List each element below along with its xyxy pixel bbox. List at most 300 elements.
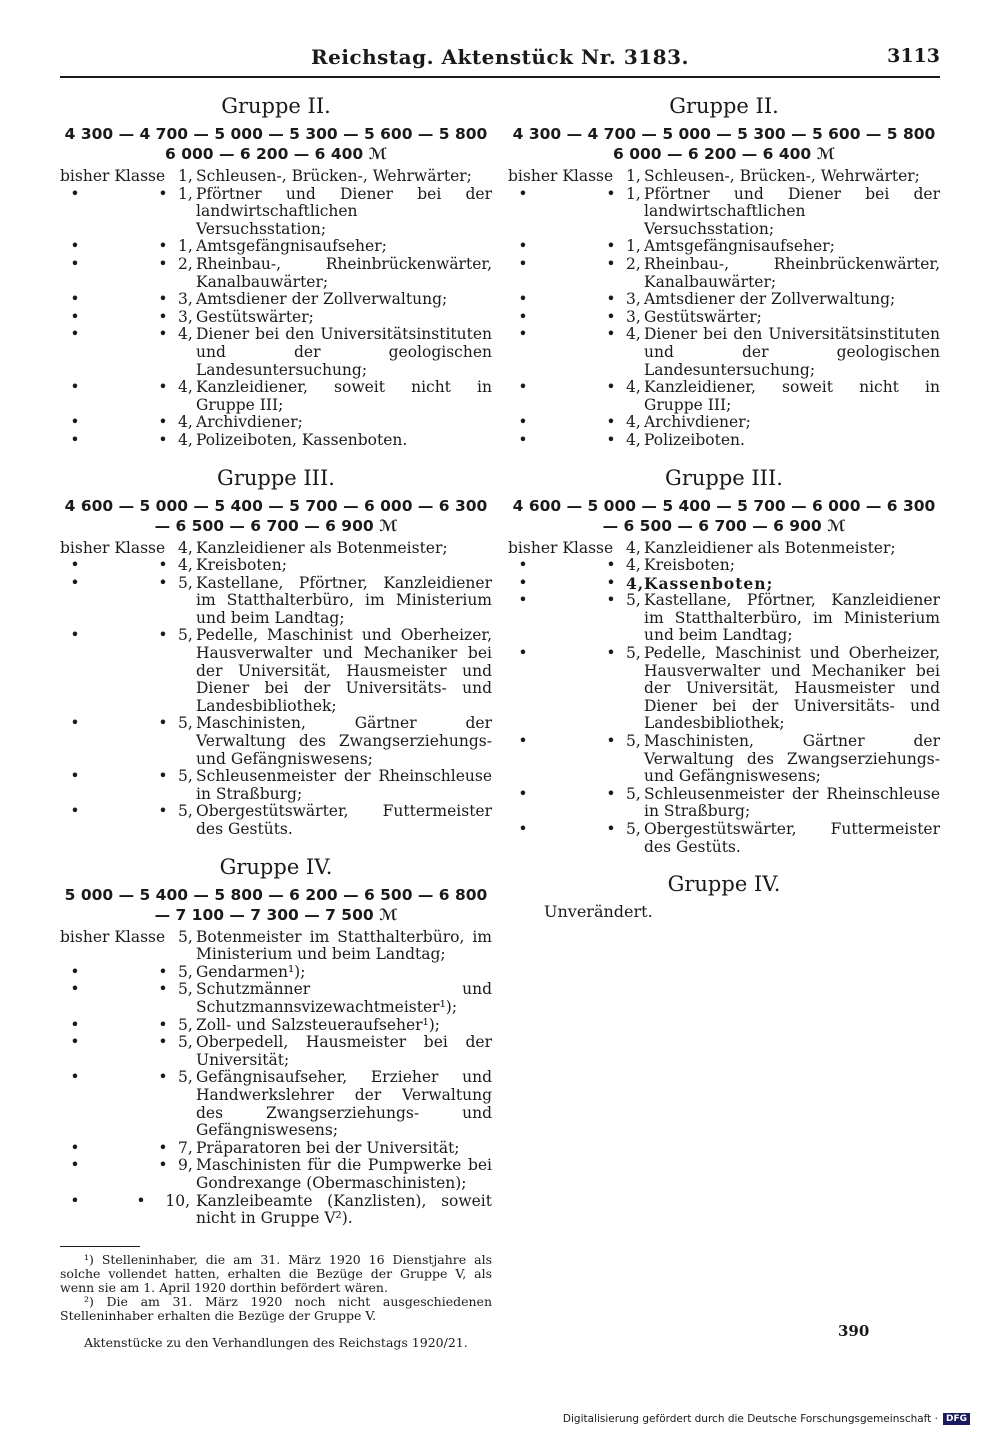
class-entry	[60, 1140, 492, 1158]
footnote: ²) Die am 31. März 1920 noch nicht ausgeschiedenen Stelleninhaber erhalten die Bezüge der Gruppe V.	[60, 1293, 492, 1323]
entry-prefix	[60, 309, 178, 327]
entry-prefix	[60, 1193, 156, 1228]
entry-prefix	[60, 803, 178, 838]
ditto-mark: •	[70, 1033, 80, 1052]
class-entry	[60, 1069, 492, 1139]
entry-prefix	[508, 256, 626, 291]
entry-text: Kanzleidiener, soweit nicht in Gruppe III;	[196, 378, 492, 414]
salary-line: 4 300 — 4 700 — 5 000 — 5 300 — 5 600 — 5 800	[512, 125, 936, 143]
page-header	[60, 45, 940, 75]
class-number: 1,	[178, 237, 193, 256]
class-entry	[508, 592, 940, 645]
entry-text: Kanzleibeamte (Kanzlisten), soweit nicht in Gruppe V²).	[196, 1191, 492, 1228]
class-number: 9,	[178, 1156, 193, 1175]
class-entry	[60, 1017, 492, 1035]
class-number: 4,	[178, 430, 193, 449]
group-section	[60, 855, 492, 1228]
class-number: 3,	[626, 290, 641, 309]
ditto-mark: •	[70, 767, 80, 786]
class-number: 2,	[626, 254, 641, 273]
class-number: 5,	[626, 732, 641, 751]
entry-text: Pförtner und Diener bei der landwirtschaftlichen Versuchsstation;	[644, 184, 940, 238]
dfg-logo: DFG	[943, 1413, 970, 1425]
class-number: 5,	[178, 767, 193, 786]
ditto-mark: •	[70, 430, 80, 449]
unchanged-note: Unverändert.	[544, 902, 653, 922]
entry-prefix	[60, 291, 178, 309]
ditto-mark: •	[70, 1191, 80, 1210]
ditto-mark: •	[70, 714, 80, 733]
ditto-mark: •	[518, 184, 528, 203]
salary-line: 4 300 — 4 700 — 5 000 — 5 300 — 5 600 — 5 800	[64, 125, 488, 143]
ditto-mark: •	[158, 378, 168, 397]
ditto-mark: •	[518, 573, 528, 592]
ditto-mark: •	[158, 254, 168, 273]
class-entry	[508, 326, 940, 379]
entry-text: Diener bei den Universitätsinstituten und der geologischen Landesuntersuchung;	[196, 325, 492, 379]
entry-prefix	[508, 432, 626, 450]
class-number: 4,	[178, 413, 193, 432]
salary-scale	[60, 124, 492, 164]
entry-text: Kanzleidiener als Botenmeister;	[644, 538, 896, 557]
class-number: 4,	[626, 378, 641, 397]
ditto-mark: •	[518, 325, 528, 344]
entry-prefix	[508, 540, 626, 558]
class-number: 5,	[626, 784, 641, 803]
class-number: 4,	[626, 556, 641, 575]
entry-text: Schleusen-, Brücken-, Wehrwärter;	[644, 167, 920, 185]
entry-prefix	[60, 575, 178, 628]
class-number: 4,	[178, 556, 193, 575]
entry-text: Gestütswärter;	[644, 307, 762, 326]
ditto-mark: •	[606, 430, 616, 449]
entry-prefix	[60, 627, 178, 715]
page-number: 3113	[887, 45, 940, 67]
ditto-mark: •	[606, 784, 616, 803]
salary-line: 6 000 — 6 200 — 6 400 ℳ	[165, 145, 387, 163]
class-entry	[60, 309, 492, 327]
entry-prefix	[508, 733, 626, 786]
class-entry	[60, 414, 492, 432]
entry-text: Pförtner und Diener bei der landwirtschaftlichen Versuchsstation;	[196, 184, 492, 238]
class-entry	[60, 291, 492, 309]
class-number: 4,	[178, 538, 193, 557]
class-entry	[60, 981, 492, 1016]
class-number: 5,	[178, 1033, 193, 1052]
ditto-mark: •	[158, 980, 168, 999]
group-title: Gruppe III.	[217, 465, 335, 490]
class-entry	[508, 786, 940, 821]
salary-line: — 7 100 — 7 300 — 7 500 ℳ	[154, 905, 398, 924]
class-entry	[60, 186, 492, 239]
class-number: 4,	[626, 573, 645, 593]
ditto-mark: •	[158, 184, 168, 203]
salary-line: — 6 500 — 6 700 — 6 900 ℳ	[154, 516, 398, 535]
class-number: 1,	[178, 184, 193, 203]
ditto-mark: •	[606, 378, 616, 397]
entry-text: Archivdiener;	[644, 413, 751, 432]
class-entry	[60, 715, 492, 768]
entry-text: Kastellane, Pförtner, Kanzleidiener im Statthalterbüro, im Ministerium und beim Landtag;	[196, 573, 492, 627]
entry-prefix	[508, 168, 626, 186]
ditto-mark: •	[158, 413, 168, 432]
entry-text: Diener bei den Universitätsinstituten und der geologischen Landesuntersuchung;	[644, 325, 940, 379]
ditto-mark: •	[606, 254, 616, 273]
class-number: 5,	[178, 714, 193, 733]
class-entry	[60, 540, 492, 558]
entry-prefix	[60, 326, 178, 379]
footnote-rule	[60, 1246, 140, 1247]
ditto-mark: •	[518, 290, 528, 309]
class-entry	[508, 186, 940, 239]
class-number: 1,	[178, 167, 193, 185]
ditto-mark: •	[606, 307, 616, 326]
entry-prefix	[60, 1034, 178, 1069]
class-number: 3,	[178, 307, 193, 326]
ditto-mark: •	[606, 573, 616, 592]
salary-line: 4 600 — 5 000 — 5 400 — 5 700 — 6 000 — 6 300	[64, 496, 488, 515]
entry-prefix	[508, 786, 626, 821]
ditto-mark: •	[70, 1015, 80, 1034]
entry-text: Kassenboten;	[644, 573, 774, 593]
ditto-mark: •	[70, 237, 80, 256]
entry-text: Rheinbau-, Rheinbrückenwärter, Kanalbauwärter;	[196, 254, 492, 291]
ditto-mark: •	[70, 573, 80, 592]
class-number: 5,	[178, 573, 193, 592]
ditto-mark: •	[158, 556, 168, 575]
entry-prefix	[60, 540, 178, 558]
entry-text: Gefängnisaufseher, Erzieher und Handwerkslehrer der Verwaltung des Zwangserziehungs- und Gefängniswesens;	[196, 1068, 492, 1140]
entry-text: Kreisboten;	[196, 556, 287, 575]
ditto-mark: •	[158, 430, 168, 449]
entry-text: Schutzmänner und Schutzmannsvizewachtmeister¹);	[196, 980, 492, 1016]
class-number: 4,	[626, 325, 641, 344]
ditto-mark: •	[70, 254, 80, 273]
class-entry	[60, 168, 492, 186]
class-number: 5,	[178, 1068, 193, 1087]
digitization-text: Digitalisierung gefördert durch die Deutsche Forschungsgemeinschaft ·	[562, 1413, 938, 1425]
ditto-mark: •	[136, 1191, 146, 1210]
salary-scale	[60, 885, 492, 925]
entry-prefix	[508, 557, 626, 575]
salary-line: 4 600 — 5 000 — 5 400 — 5 700 — 6 000 — 6 300	[512, 496, 936, 515]
entry-prefix	[60, 1017, 178, 1035]
entry-prefix	[60, 238, 178, 256]
entry-text: Schleusen-, Brücken-, Wehrwärter;	[196, 167, 472, 185]
class-entry	[508, 645, 940, 733]
class-entry	[60, 432, 492, 450]
class-number: 1,	[626, 184, 641, 203]
ditto-mark: •	[606, 820, 616, 838]
ditto-mark: •	[158, 767, 168, 786]
class-number: 10,	[165, 1191, 190, 1210]
entry-prefix	[508, 326, 626, 379]
ditto-mark: •	[606, 732, 616, 751]
salary-scale	[508, 496, 940, 536]
class-number: 5,	[626, 820, 641, 838]
class-entry	[508, 557, 940, 575]
ditto-mark: •	[70, 1138, 80, 1157]
class-entry	[508, 414, 940, 432]
entry-prefix	[60, 768, 178, 803]
entry-text: Botenmeister im Statthalterbüro, im Ministerium und beim Landtag;	[196, 927, 492, 964]
class-entry	[60, 1034, 492, 1069]
class-number: 4,	[626, 538, 641, 557]
salary-line: 5 000 — 5 400 — 5 800 — 6 200 — 6 500 — 6 800	[64, 885, 488, 904]
entry-prefix	[508, 414, 626, 432]
entry-prefix	[60, 432, 178, 450]
signature-number: 390	[838, 1322, 870, 1340]
group-title: Gruppe II.	[221, 94, 331, 118]
class-entry	[60, 238, 492, 256]
class-entry	[60, 326, 492, 379]
ditto-mark: •	[158, 714, 168, 733]
ditto-mark: •	[158, 237, 168, 256]
entry-text: Kanzleidiener als Botenmeister;	[196, 538, 448, 557]
entry-text: Kreisboten;	[644, 556, 735, 575]
entry-text: Amtsgefängnisaufseher;	[196, 237, 387, 256]
entry-prefix-text: bisher Klasse	[60, 927, 166, 946]
entry-prefix	[508, 821, 626, 856]
class-number: 1,	[626, 237, 641, 256]
ditto-mark: •	[606, 325, 616, 344]
ditto-mark: •	[158, 802, 168, 821]
class-number: 5,	[178, 1015, 193, 1034]
class-entry	[60, 803, 492, 838]
ditto-mark: •	[158, 962, 168, 981]
class-entry	[508, 821, 940, 856]
entry-prefix-text: bisher Klasse	[60, 167, 166, 185]
entry-text: Polizeiboten, Kassenboten.	[196, 430, 408, 449]
ditto-mark: •	[518, 591, 528, 610]
entry-text: Pedelle, Maschinist und Oberheizer, Hausverwalter und Mechaniker bei der Universität, Hausmeister und Diener bei der Universitäts- und Landesbibliothek;	[196, 626, 492, 715]
ditto-mark: •	[518, 430, 528, 449]
ditto-mark: •	[518, 237, 528, 256]
salary-line: — 6 500 — 6 700 — 6 900 ℳ	[602, 516, 846, 535]
class-entry	[60, 929, 492, 964]
ditto-mark: •	[70, 307, 80, 326]
salary-scale	[60, 496, 492, 536]
left-column	[60, 90, 492, 1350]
ditto-mark: •	[70, 290, 80, 309]
class-number: 5,	[178, 626, 193, 645]
ditto-mark: •	[518, 254, 528, 273]
entry-prefix	[60, 964, 178, 982]
group-title: Gruppe IV.	[219, 854, 333, 879]
ditto-mark: •	[158, 1015, 168, 1034]
ditto-mark: •	[606, 644, 616, 663]
footnote: ¹) Stelleninhaber, die am 31. März 1920 16 Dienstjahre als solche vollendet hatten, erhalten die Bezüge der Gruppe V, als wenn sie am 1. April 1920 dorthin befördert wären.	[60, 1251, 492, 1295]
entry-text: Maschinisten für die Pumpwerke bei Gondrexange (Obermaschinisten);	[196, 1156, 492, 1192]
entry-prefix	[508, 291, 626, 309]
ditto-mark: •	[606, 556, 616, 575]
ditto-mark: •	[70, 413, 80, 432]
entry-text: Gendarmen¹);	[196, 962, 306, 981]
ditto-mark: •	[518, 413, 528, 432]
class-number: 5,	[178, 927, 193, 946]
ditto-mark: •	[606, 184, 616, 203]
entry-prefix	[60, 414, 178, 432]
entry-text: Präparatoren bei der Universität;	[196, 1138, 460, 1157]
class-entry	[60, 256, 492, 291]
class-number: 5,	[626, 644, 641, 663]
ditto-mark: •	[606, 413, 616, 432]
ditto-mark: •	[158, 1033, 168, 1052]
entry-text: Amtsgefängnisaufseher;	[644, 237, 835, 256]
entry-text: Zoll- und Salzsteueraufseher¹);	[196, 1015, 441, 1034]
ditto-mark: •	[70, 556, 80, 575]
class-entry	[508, 309, 940, 327]
entry-text: Schleusenmeister der Rheinschleuse in Straßburg;	[644, 784, 940, 821]
class-entry	[508, 540, 940, 558]
entry-prefix-text: bisher Klasse	[508, 167, 614, 185]
group-title: Gruppe III.	[665, 465, 783, 490]
class-entry	[508, 379, 940, 414]
ditto-mark: •	[70, 962, 80, 981]
group-title: Gruppe IV.	[667, 872, 781, 897]
ditto-mark: •	[70, 184, 80, 203]
class-entry	[60, 964, 492, 982]
ditto-mark: •	[158, 1068, 168, 1087]
entry-text: Kastellane, Pförtner, Kanzleidiener im Statthalterbüro, im Ministerium und beim Landtag;	[644, 591, 940, 645]
entry-text: Obergestütswärter, Futtermeister des Gestüts.	[196, 802, 492, 838]
class-number: 5,	[626, 591, 641, 610]
group-section	[508, 872, 940, 921]
class-number: 4,	[178, 325, 193, 344]
ditto-mark: •	[158, 325, 168, 344]
entry-text: Archivdiener;	[196, 413, 303, 432]
class-number: 4,	[626, 430, 641, 449]
entry-text: Rheinbau-, Rheinbrückenwärter, Kanalbauwärter;	[644, 254, 940, 291]
entry-text: Obergestütswärter, Futtermeister des Gestüts.	[644, 820, 940, 856]
ditto-mark: •	[518, 644, 528, 663]
class-number: 5,	[178, 802, 193, 821]
ditto-mark: •	[158, 626, 168, 645]
ditto-mark: •	[518, 820, 528, 838]
entry-text: Amtsdiener der Zollverwaltung;	[644, 290, 896, 309]
entry-text: Maschinisten, Gärtner der Verwaltung des Zwangserziehungs- und Gefängniswesens;	[644, 732, 940, 786]
entry-prefix	[60, 981, 178, 1016]
entry-prefix	[508, 645, 626, 733]
group-section	[508, 94, 940, 450]
ditto-mark: •	[606, 591, 616, 610]
entry-text: Amtsdiener der Zollverwaltung;	[196, 290, 448, 309]
entry-prefix	[60, 929, 178, 964]
ditto-mark: •	[70, 325, 80, 344]
class-number: 4,	[626, 413, 641, 432]
class-entry	[60, 575, 492, 628]
class-entry	[60, 1157, 492, 1192]
ditto-mark: •	[70, 802, 80, 821]
group-section	[508, 466, 940, 857]
group-section	[60, 466, 492, 839]
class-entry	[508, 168, 940, 186]
entry-prefix	[60, 715, 178, 768]
ditto-mark: •	[70, 1068, 80, 1087]
entry-text: Schleusenmeister der Rheinschleuse in Straßburg;	[196, 767, 492, 803]
ditto-mark: •	[70, 1156, 80, 1175]
class-number: 5,	[178, 962, 193, 981]
ditto-mark: •	[158, 307, 168, 326]
ditto-mark: •	[158, 290, 168, 309]
class-entry	[60, 1193, 492, 1228]
ditto-mark: •	[518, 784, 528, 803]
ditto-mark: •	[158, 1138, 168, 1157]
ditto-mark: •	[606, 290, 616, 309]
entry-prefix	[508, 575, 626, 593]
entry-text: Maschinisten, Gärtner der Verwaltung des Zwangserziehungs- und Gefängniswesens;	[196, 714, 492, 768]
ditto-mark: •	[518, 732, 528, 751]
class-entry	[60, 557, 492, 575]
entry-prefix	[508, 592, 626, 645]
entry-prefix	[60, 1140, 178, 1158]
salary-scale	[508, 124, 940, 164]
ditto-mark: •	[518, 556, 528, 575]
entry-prefix	[60, 256, 178, 291]
ditto-mark: •	[518, 378, 528, 397]
page-title: Reichstag. Aktenstück Nr. 3183.	[311, 45, 689, 69]
entry-text: Oberpedell, Hausmeister bei der Universität;	[196, 1033, 492, 1069]
entry-prefix	[508, 238, 626, 256]
entry-prefix	[60, 168, 178, 186]
ditto-mark: •	[518, 307, 528, 326]
entry-prefix	[60, 379, 178, 414]
class-entry	[60, 627, 492, 715]
entry-prefix-text: bisher Klasse	[508, 538, 614, 557]
ditto-mark: •	[606, 237, 616, 256]
class-number: 3,	[626, 307, 641, 326]
entry-prefix	[508, 186, 626, 239]
entry-prefix	[508, 309, 626, 327]
class-entry	[508, 291, 940, 309]
entry-text: Gestütswärter;	[196, 307, 314, 326]
class-number: 2,	[178, 254, 193, 273]
header-rule	[60, 76, 940, 78]
ditto-mark: •	[70, 378, 80, 397]
entry-text: Polizeiboten.	[644, 430, 745, 449]
class-entry	[60, 379, 492, 414]
entry-prefix	[60, 186, 178, 239]
salary-line: 6 000 — 6 200 — 6 400 ℳ	[613, 145, 835, 163]
ditto-mark: •	[158, 1156, 168, 1175]
class-number: 1,	[626, 167, 641, 185]
entry-prefix	[60, 1157, 178, 1192]
class-entry	[508, 432, 940, 450]
group-section	[60, 94, 492, 450]
class-number: 7,	[178, 1138, 193, 1157]
entry-prefix	[60, 1069, 178, 1139]
ditto-mark: •	[158, 573, 168, 592]
class-entry	[60, 768, 492, 803]
entry-prefix-text: bisher Klasse	[60, 538, 166, 557]
entry-text: Pedelle, Maschinist und Oberheizer, Hausverwalter und Mechaniker bei der Universität, Hausmeister und Diener bei der Universitäts- und Landesbibliothek;	[644, 644, 940, 733]
entry-prefix	[60, 557, 178, 575]
aktenstuecke-note: Aktenstücke zu den Verhandlungen des Reichstags 1920/21.	[84, 1334, 468, 1350]
class-entry	[508, 238, 940, 256]
class-number: 3,	[178, 290, 193, 309]
class-entry	[508, 575, 940, 593]
class-number: 5,	[178, 980, 193, 999]
entry-text: Kanzleidiener, soweit nicht in Gruppe III;	[644, 378, 940, 414]
class-entry	[508, 733, 940, 786]
class-entry	[508, 256, 940, 291]
digitization-note	[563, 1413, 970, 1425]
entry-prefix	[508, 379, 626, 414]
group-title: Gruppe II.	[669, 94, 779, 118]
right-column	[508, 90, 940, 937]
ditto-mark: •	[70, 626, 80, 645]
ditto-mark: •	[70, 980, 80, 999]
